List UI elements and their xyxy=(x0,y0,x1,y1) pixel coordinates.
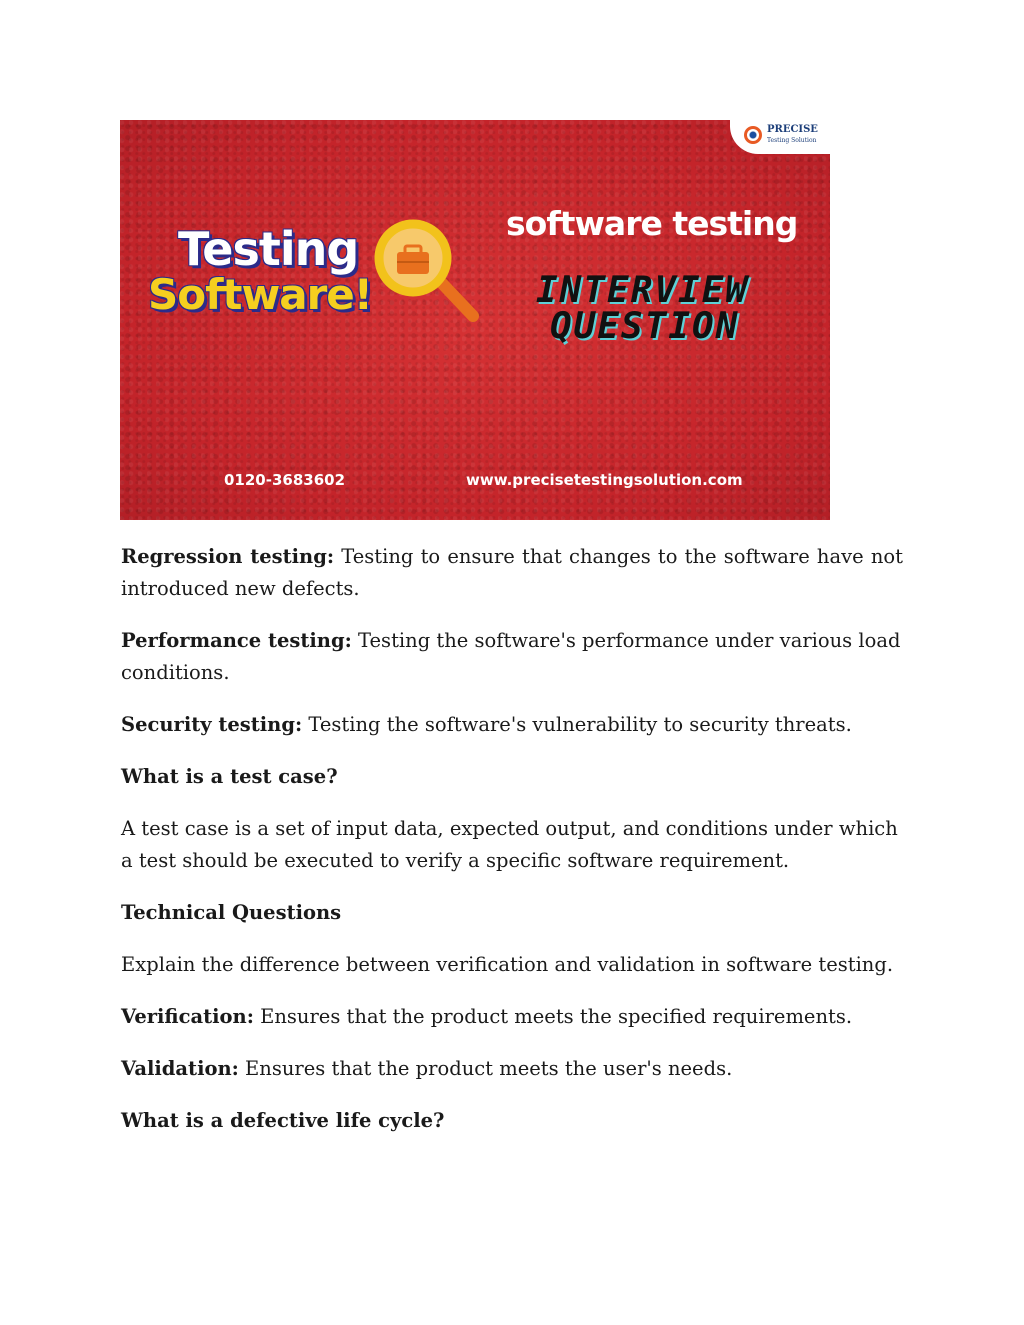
validation-paragraph xyxy=(121,1053,903,1085)
banner-website: www.precisetestingsolution.com xyxy=(466,471,743,489)
banner-headline-line1: Testing xyxy=(178,222,359,276)
security-paragraph xyxy=(121,709,903,741)
document-body xyxy=(121,541,903,1137)
performance-term: Performance testing: xyxy=(121,629,352,652)
banner-subtitle-line2: QUESTION xyxy=(550,306,740,347)
verification-text: Ensures that the product meets the specified requirements. xyxy=(253,1005,853,1028)
test-case-paragraph: A test case is a set of input data, expected output, and conditions under which a test should be executed to verify a specific software requirement. xyxy=(121,817,898,872)
explain-paragraph: Explain the difference between verification and validation in software testing. xyxy=(121,953,894,976)
security-term: Security testing: xyxy=(121,713,303,736)
regression-paragraph xyxy=(121,541,903,605)
technical-questions-heading: Technical Questions xyxy=(121,901,342,924)
verification-term: Verification: xyxy=(121,1005,254,1028)
logo-tagline: Testing Solution xyxy=(767,137,817,144)
defect-life-cycle-heading: What is a defective life cycle? xyxy=(121,1109,445,1132)
magnifying-glass-icon xyxy=(365,216,485,326)
verification-paragraph xyxy=(121,1001,903,1033)
regression-text: Testing to ensure that changes to the software have not introduced new defects. xyxy=(121,545,903,600)
logo-target-icon xyxy=(744,126,762,144)
banner-title: software testing xyxy=(506,204,798,243)
validation-term: Validation: xyxy=(121,1057,239,1080)
banner-subtitle-line1: INTERVIEW xyxy=(536,270,750,311)
company-logo xyxy=(730,120,830,154)
validation-text: Ensures that the product meets the user's needs. xyxy=(238,1057,733,1080)
banner-phone: 0120-3683602 xyxy=(224,471,346,489)
banner-headline-line2: Software! xyxy=(148,270,372,319)
regression-term: Regression testing: xyxy=(121,545,335,568)
logo-name: PRECISE xyxy=(767,124,818,135)
performance-text: Testing the software's performance under various load conditions. xyxy=(121,629,901,684)
banner-image xyxy=(120,120,830,520)
test-case-heading: What is a test case? xyxy=(121,765,338,788)
performance-paragraph xyxy=(121,625,903,689)
security-text: Testing the software's vulnerability to security threats. xyxy=(302,713,852,736)
